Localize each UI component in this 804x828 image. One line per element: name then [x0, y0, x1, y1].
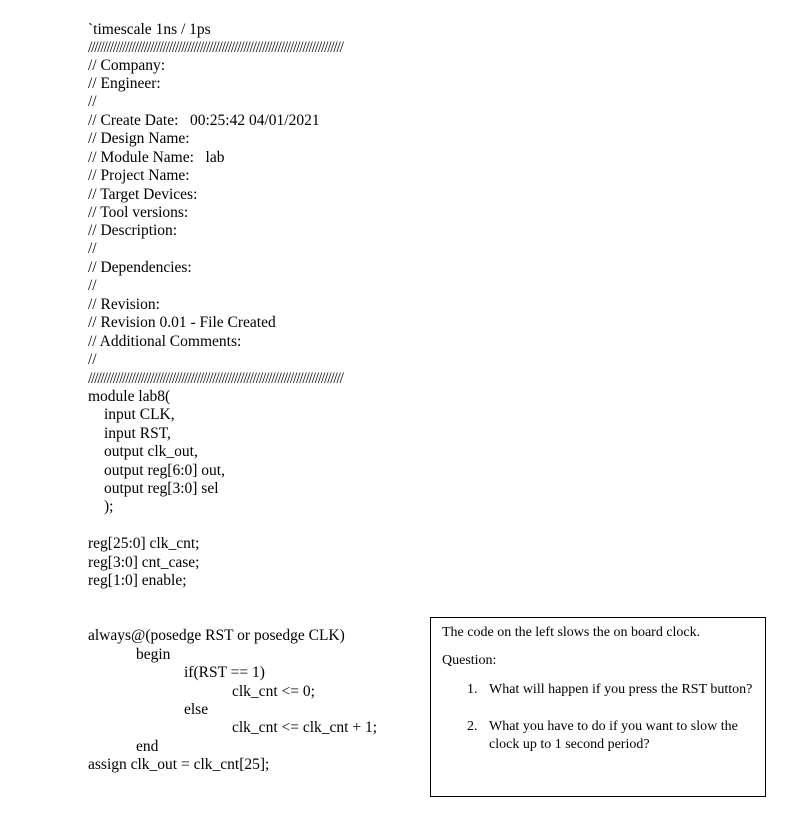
comment-project-name: // Project Name:	[88, 167, 190, 184]
reg-cnt-case: reg[3:0] cnt_case;	[88, 554, 200, 571]
port-clk: input CLK,	[104, 406, 175, 423]
always-end: end	[136, 738, 159, 755]
comment-additional-comments: // Additional Comments:	[88, 333, 242, 350]
port-out: output reg[6:0] out,	[104, 462, 225, 479]
comment-engineer: // Engineer:	[88, 75, 161, 92]
comment-blank: //	[88, 93, 97, 110]
module-port-close: );	[104, 498, 114, 515]
comment-module-name: // Module Name: lab	[88, 149, 225, 166]
comment-revision: // Revision:	[88, 296, 160, 313]
reg-clk-cnt: reg[25:0] clk_cnt;	[88, 535, 200, 552]
port-rst: input RST,	[104, 425, 171, 442]
assign-clk-out: assign clk_out = clk_cnt[25];	[88, 756, 270, 773]
comment-tool-versions: // Tool versions:	[88, 204, 189, 221]
comment-blank: //	[88, 351, 97, 368]
always-header: always@(posedge RST or posedge CLK)	[88, 627, 345, 644]
question-number: 2.	[467, 719, 478, 734]
comment-revision-001: // Revision 0.01 - File Created	[88, 314, 276, 331]
increment-assignment: clk_cnt <= clk_cnt + 1;	[232, 719, 378, 736]
comment-rule-bottom: //////////////////////////////////////////////////////////////////////////////////	[88, 370, 343, 387]
comment-blank: //	[88, 277, 97, 294]
timescale-line: `timescale 1ns / 1ps	[88, 21, 211, 38]
question-number: 1.	[467, 682, 478, 697]
comment-target-devices: // Target Devices:	[88, 186, 198, 203]
comment-dependencies: // Dependencies:	[88, 259, 192, 276]
comment-design-name: // Design Name:	[88, 130, 190, 147]
comment-rule-top: //////////////////////////////////////////////////////////////////////////////////	[88, 39, 343, 56]
else-branch: else	[184, 701, 209, 718]
question-text: What you have to do if you want to slow the clock up to 1 second period?	[489, 719, 738, 752]
comment-create-date: // Create Date: 00:25:42 04/01/2021	[88, 112, 320, 129]
if-rst-condition: if(RST == 1)	[184, 664, 265, 681]
comment-company: // Company:	[88, 57, 166, 74]
port-sel: output reg[3:0] sel	[104, 480, 219, 497]
always-begin: begin	[136, 646, 171, 663]
comment-blank: //	[88, 240, 97, 257]
question-label: Question:	[442, 653, 497, 668]
question-note-box	[430, 617, 766, 797]
reset-assignment: clk_cnt <= 0;	[232, 683, 315, 700]
reg-enable: reg[1:0] enable;	[88, 572, 187, 589]
question-text: What will happen if you press the RST button?	[489, 682, 753, 697]
port-clk-out: output clk_out,	[104, 443, 198, 460]
module-declaration: module lab8(	[88, 388, 171, 405]
comment-description: // Description:	[88, 222, 178, 239]
note-intro: The code on the left slows the on board clock.	[442, 625, 701, 640]
